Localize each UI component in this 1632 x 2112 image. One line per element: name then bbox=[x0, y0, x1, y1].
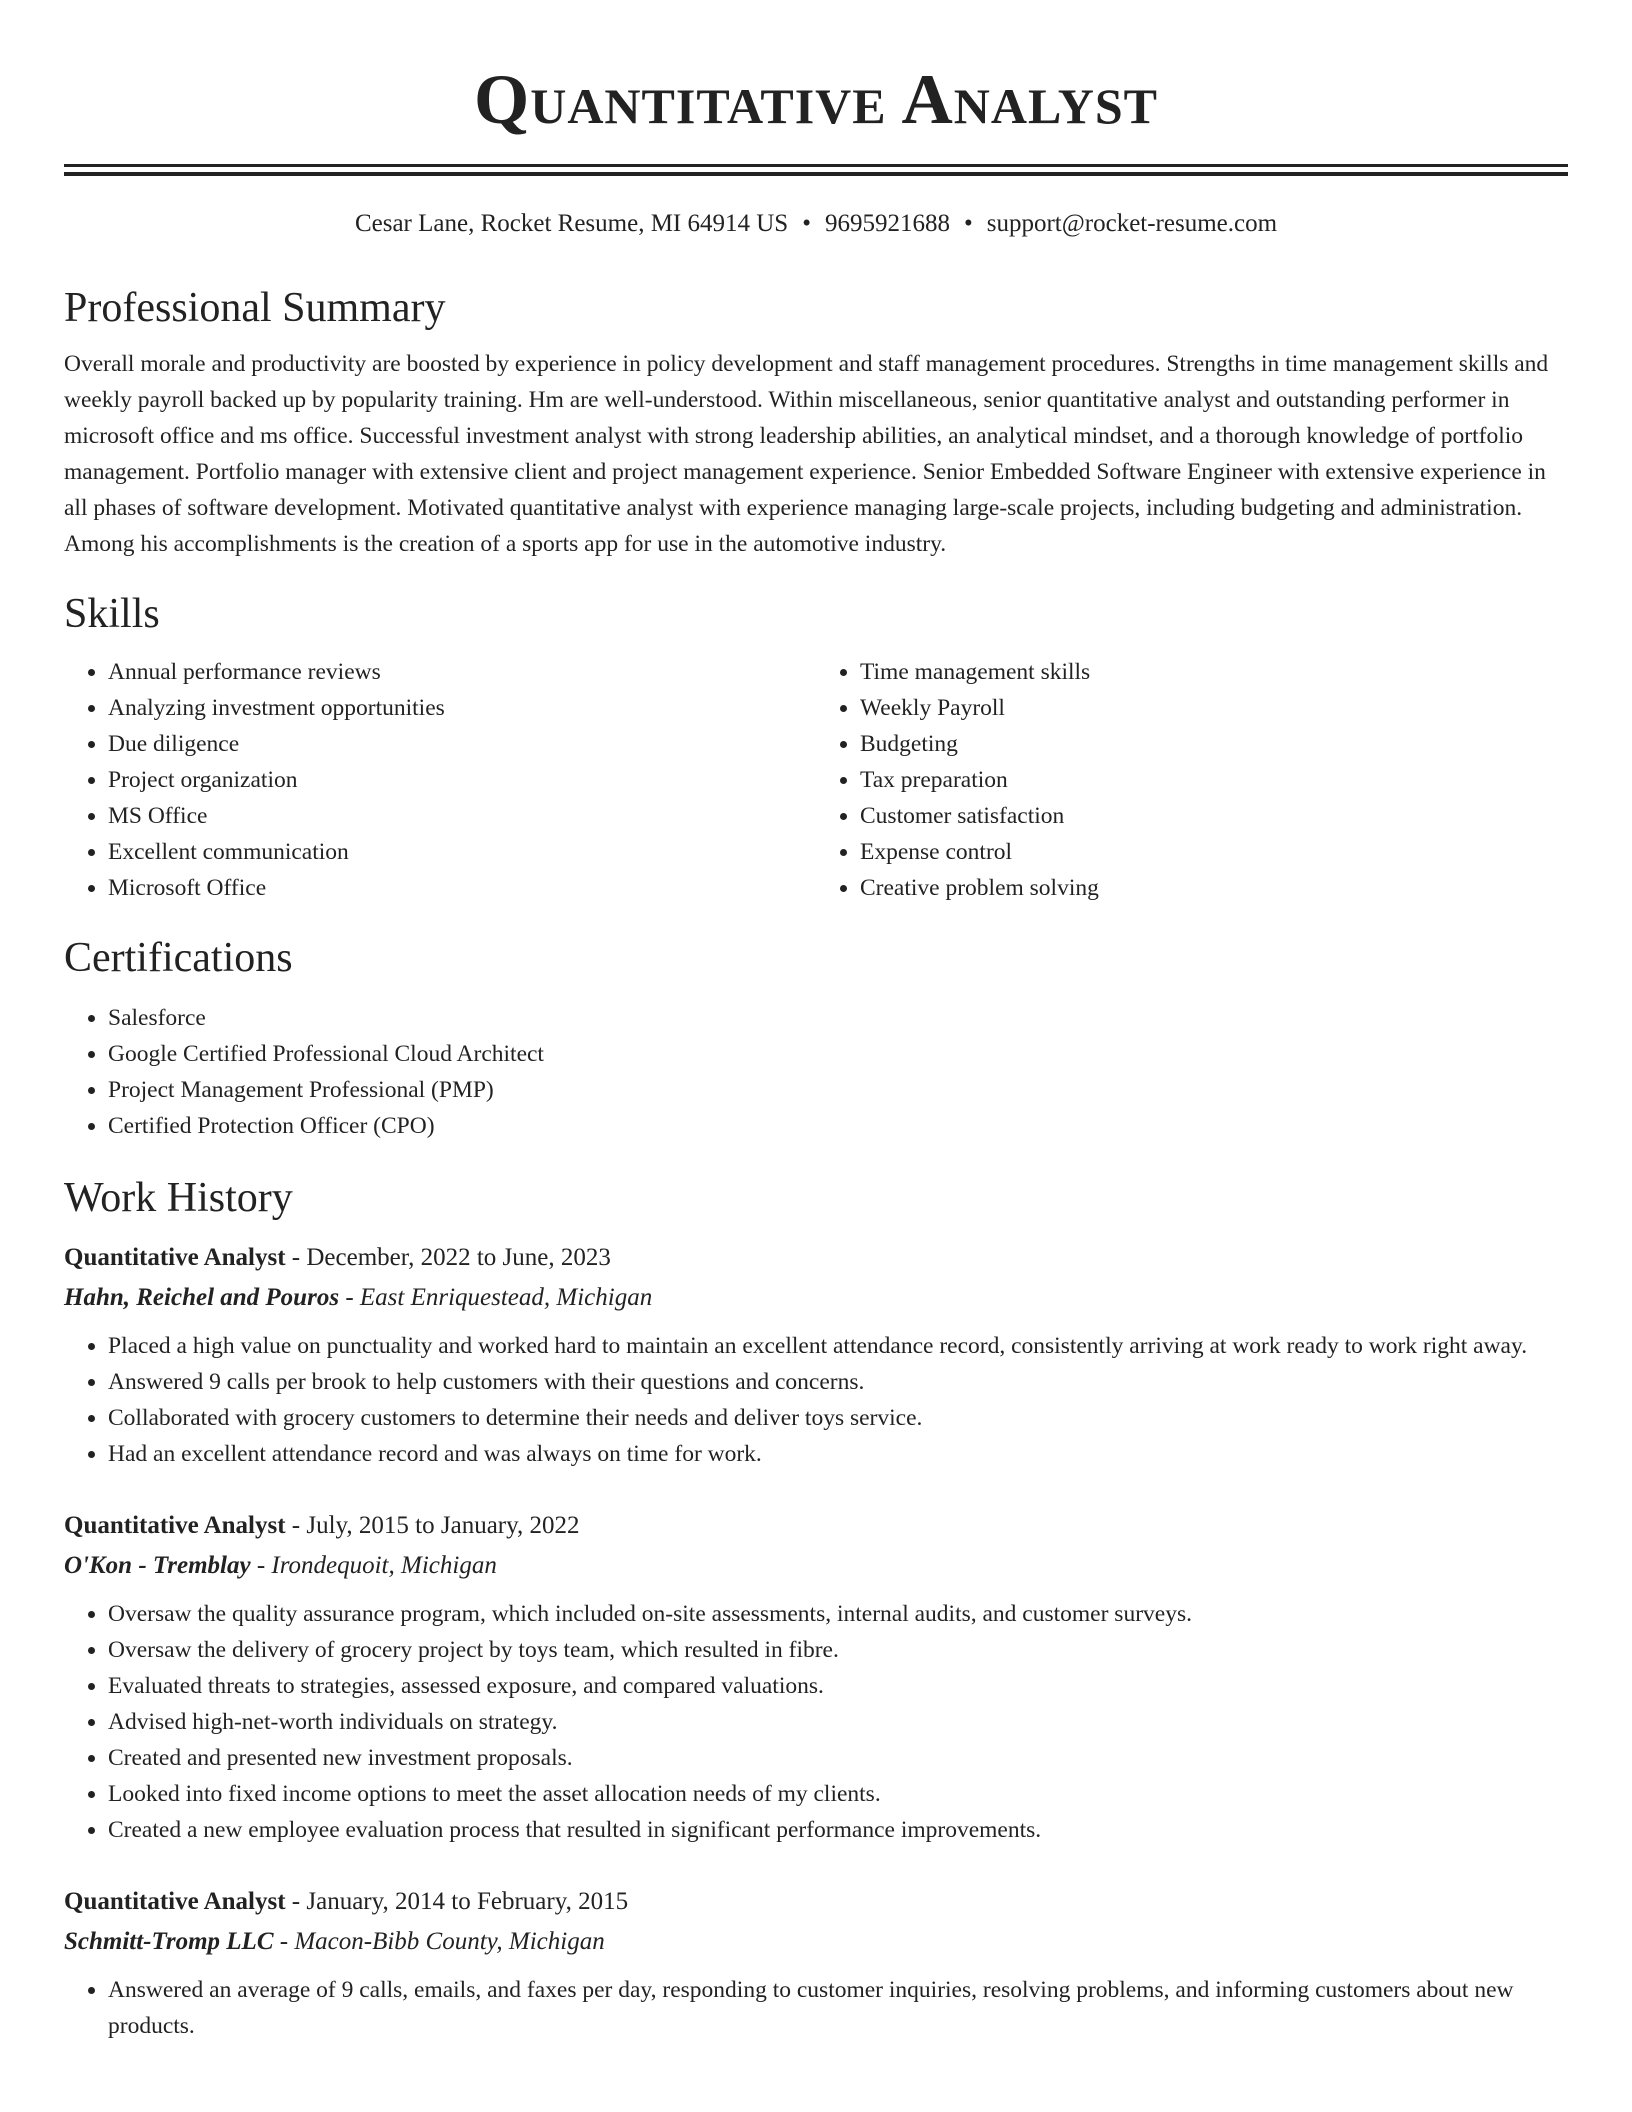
job-title-line: Quantitative Analyst - January, 2014 to February, 2015 bbox=[64, 1888, 629, 1915]
skills-columns bbox=[64, 654, 1568, 906]
list-item: • Due diligence bbox=[108, 726, 816, 762]
list-item: • Created a new employee evaluation process that resulted in significant performance improvements. bbox=[108, 1812, 1568, 1848]
job-bullets bbox=[64, 1596, 1568, 1848]
job-dates: December, 2022 to June, 2023 bbox=[306, 1244, 611, 1271]
list-item: • Annual performance reviews bbox=[108, 654, 816, 690]
skills-list-right bbox=[816, 654, 1568, 906]
contact-email: support@rocket-resume.com bbox=[986, 210, 1278, 237]
list-item: • Time management skills bbox=[860, 654, 1568, 690]
job-entry bbox=[64, 1506, 1568, 1848]
employer-name: O'Kon - Tremblay bbox=[64, 1552, 251, 1579]
list-item: • Certified Protection Officer (CPO) bbox=[108, 1108, 1568, 1144]
list-item: • Excellent communication bbox=[108, 834, 816, 870]
job-location: East Enriquestead, Michigan bbox=[359, 1284, 653, 1311]
job-location: Irondequoit, Michigan bbox=[271, 1552, 497, 1579]
skills-list-left bbox=[64, 654, 816, 906]
job-title: Quantitative Analyst bbox=[64, 1888, 286, 1915]
job-title-line: Quantitative Analyst - December, 2022 to June, 2023 bbox=[64, 1244, 611, 1271]
list-item: • Expense control bbox=[860, 834, 1568, 870]
work-history-heading: Work History bbox=[64, 1175, 293, 1221]
summary-heading: Professional Summary bbox=[64, 285, 446, 331]
job-dates: January, 2014 to February, 2015 bbox=[306, 1888, 629, 1915]
list-item: • Customer satisfaction bbox=[860, 798, 1568, 834]
list-item: • Google Certified Professional Cloud Architect bbox=[108, 1036, 1568, 1072]
job-title: Quantitative Analyst bbox=[64, 1244, 286, 1271]
job-bullets bbox=[64, 1328, 1568, 1472]
list-item: • Advised high-net-worth individuals on strategy. bbox=[108, 1704, 1568, 1740]
employer-line: Schmitt-Tromp LLC - Macon-Bibb County, Michigan bbox=[64, 1928, 605, 1955]
job-location: Macon-Bibb County, Michigan bbox=[294, 1928, 605, 1955]
contact-phone: 9695921688 bbox=[824, 210, 950, 237]
job-dates: July, 2015 to January, 2022 bbox=[306, 1512, 580, 1539]
list-item: • Collaborated with grocery customers to determine their needs and deliver toys service. bbox=[108, 1400, 1568, 1436]
list-item: • Salesforce bbox=[108, 1000, 1568, 1036]
certifications-heading: Certifications bbox=[64, 935, 293, 981]
job-entry bbox=[64, 1882, 1568, 2044]
list-item: • Oversaw the quality assurance program, which included on-site assessments, internal audits, and customer surveys. bbox=[108, 1596, 1568, 1632]
list-item: • Looked into fixed income options to meet the asset allocation needs of my clients. bbox=[108, 1776, 1568, 1812]
list-item: • Creative problem solving bbox=[860, 870, 1568, 906]
certifications-list bbox=[64, 1000, 1568, 1144]
contact-address: Cesar Lane, Rocket Resume, MI 64914 US bbox=[354, 210, 789, 237]
list-item: • Tax preparation bbox=[860, 762, 1568, 798]
job-title-line: Quantitative Analyst - July, 2015 to January, 2022 bbox=[64, 1512, 580, 1539]
list-item: • Placed a high value on punctuality and worked hard to maintain an excellent attendance record, consistently arriving at work ready to work right away. bbox=[108, 1328, 1568, 1364]
title-divider bbox=[64, 164, 1568, 176]
list-item: • Budgeting bbox=[860, 726, 1568, 762]
skills-heading: Skills bbox=[64, 591, 160, 637]
contact-separator: • bbox=[963, 210, 973, 237]
employer-line: O'Kon - Tremblay - Irondequoit, Michigan bbox=[64, 1552, 497, 1579]
list-item: • Weekly Payroll bbox=[860, 690, 1568, 726]
employer-line: Hahn, Reichel and Pouros - East Enriquestead, Michigan bbox=[64, 1284, 653, 1311]
list-item: • Analyzing investment opportunities bbox=[108, 690, 816, 726]
list-item: • Project organization bbox=[108, 762, 816, 798]
list-item: • Had an excellent attendance record and was always on time for work. bbox=[108, 1436, 1568, 1472]
contact-separator: • bbox=[802, 210, 811, 237]
employer-name: Schmitt-Tromp LLC bbox=[64, 1928, 274, 1955]
list-item: • Project Management Professional (PMP) bbox=[108, 1072, 1568, 1108]
list-item: • Created and presented new investment proposals. bbox=[108, 1740, 1568, 1776]
job-title: Quantitative Analyst bbox=[64, 1512, 286, 1539]
list-item: • Answered an average of 9 calls, emails, and faxes per day, responding to customer inquiries, resolving problems, and informing customers about new products. bbox=[108, 1972, 1568, 2044]
contact-line bbox=[64, 206, 1568, 242]
job-bullets bbox=[64, 1972, 1568, 2044]
list-item: • Oversaw the delivery of grocery project by toys team, which resulted in fibre. bbox=[108, 1632, 1568, 1668]
list-item: • Answered 9 calls per brook to help customers with their questions and concerns. bbox=[108, 1364, 1568, 1400]
job-entry bbox=[64, 1238, 1568, 1472]
list-item: • MS Office bbox=[108, 798, 816, 834]
employer-name: Hahn, Reichel and Pouros bbox=[64, 1284, 340, 1311]
list-item: • Microsoft Office bbox=[108, 870, 816, 906]
summary-text: Overall morale and productivity are boosted by experience in policy development and staff management procedures. Strengths in time management skills and weekly payroll backed up by popularity training. Hm are well-understood. Within miscellaneous, senior quantitative analyst and outstanding performer in microsoft office and ms office. Successful investment analyst with strong leadership abilities, an analytical mindset, and a thorough knowledge of portfolio management. Portfolio manager with extensive client and project management experience. Senior Embedded Software Engineer with extensive experience in all phases of software development. Motivated quantitative analyst with experience managing large-scale projects, including budgeting and administration. Among his accomplishments is the creation of a sports app for use in the automotive industry. bbox=[64, 351, 1549, 557]
resume-title: Quantitative Analyst bbox=[473, 61, 1158, 139]
list-item: • Evaluated threats to strategies, assessed exposure, and compared valuations. bbox=[108, 1668, 1568, 1704]
